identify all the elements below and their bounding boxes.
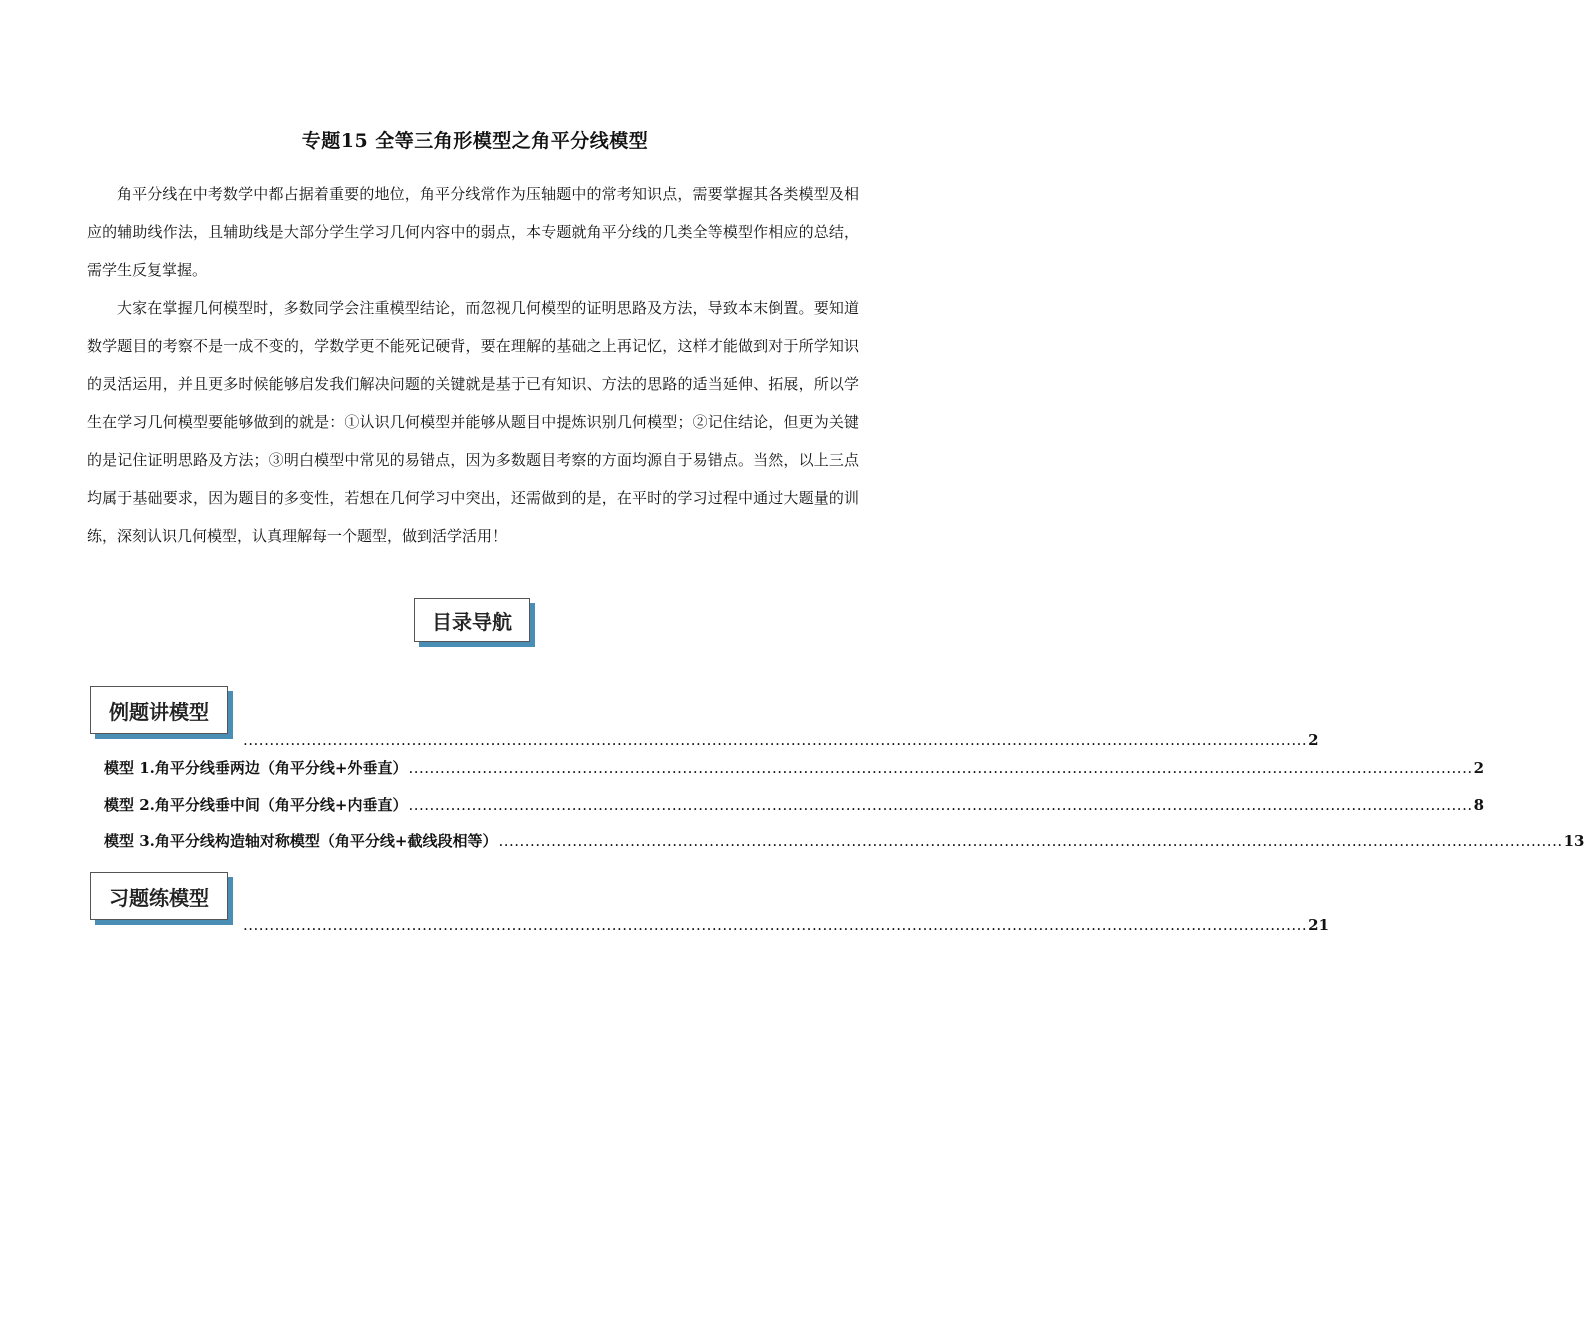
- intro-paragraph-2: 大家在掌握几何模型时，多数同学会注重模型结论，而忽视几何模型的证明思路及方法，导致本末倒置。要知道数学题目的考察不是一成不变的，学数学更不能死记硬背，要在理解的基础之上再记忆，这样才能做到对于所学知识的灵活运用，并且更多时候能够启发我们解决问题的关键就是基于已有知识、方法的思路的适当延伸、拓展，所以学生在学习几何模型要能够做到的就是：①认识几何模型并能够从题目中提炼识别几何模型；②记住结论，但更为关键的是记住证明思路及方法；③明白模型中常见的易错点，因为多数题目考察的方面均源自于易错点。当然，以上三点均属于基础要求，因为题目的多变性，若想在几何学习中突出，还需做到的是，在平时的学习过程中通过大题量的训练，深刻认识几何模型，认真理解每一个题型，做到活学活用！: [87, 299, 859, 545]
- intro-paragraph-1: 角平分线在中考数学中都占据着重要的地位，角平分线常作为压轴题中的常考知识点，需要掌握其各类模型及相应的辅助线作法，且辅助线是大部分学生学习几何内容中的弱点，本专题就角平分线的几类全等模型作相应的总结，需学生反复掌握。: [87, 185, 859, 279]
- practice-section-badge[interactable]: 习题练模型: [90, 872, 228, 920]
- toc-leader-dots: ..........................................................................................................................................................................................................: [408, 796, 1473, 814]
- page-title: 专题15 全等三角形模型之角平分线模型: [301, 130, 649, 152]
- toc-entry-practice[interactable]: [242, 916, 1330, 934]
- toc-leader-dots: ..........................................................................................................................................................................................................: [408, 759, 1473, 777]
- toc-entry-model-2[interactable]: [104, 794, 1485, 815]
- toc-page-number: 2: [1473, 759, 1485, 777]
- toc-entry-model-1[interactable]: [104, 757, 1485, 778]
- toc-page-number: 21: [1308, 916, 1330, 934]
- toc-entry-examples[interactable]: [242, 731, 1319, 749]
- toc-entry-label: 模型 1.角平分线垂两边（角平分线+外垂直）: [104, 759, 408, 777]
- toc-entry-label: 模型 2.角平分线垂中间（角平分线+内垂直）: [104, 796, 408, 814]
- toc-page-number: 13: [1563, 832, 1584, 850]
- toc-entry-model-3[interactable]: [104, 830, 1584, 851]
- toc-navigation-badge: 目录导航: [414, 598, 530, 642]
- toc-entry-label: 模型 3.角平分线构造轴对称模型（角平分线+截线段相等）: [104, 832, 498, 850]
- toc-page-number: 2: [1308, 731, 1319, 749]
- toc-leader-dots: ..........................................................................................................................................................................................................: [498, 832, 1563, 850]
- toc-page-number: 8: [1473, 796, 1485, 814]
- toc-leader-dots: ..........................................................................................................................................................................................................: [243, 731, 1308, 749]
- examples-section-badge[interactable]: 例题讲模型: [90, 686, 228, 734]
- toc-leader-dots: ..........................................................................................................................................................................................................: [243, 916, 1308, 934]
